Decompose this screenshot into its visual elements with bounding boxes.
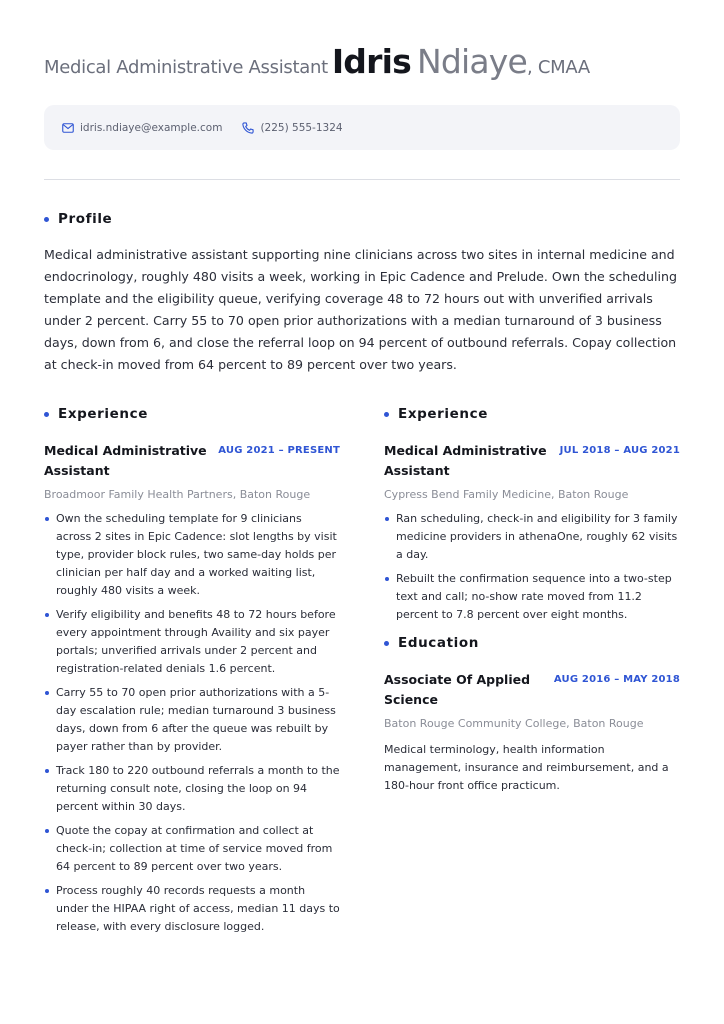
contact-email-text: idris.ndiaye@example.com [80,121,223,134]
education-entry [384,670,680,795]
section-title-experience-left: Experience [44,406,148,422]
job-bullets [384,510,680,624]
header-last-name: Ndiaye [416,42,528,81]
job-entry [44,441,340,942]
job-bullets [44,510,340,936]
list-item: Verify eligibility and benefits 48 to 72 hours before every appointment through Availity and six payer portals; unverified arrivals under 2 percent and registration-related denials 1.6 percent. [44,606,340,678]
list-item: Ran scheduling, check-in and eligibility for 3 family medicine providers in athenaOne, roughly 62 visits a day. [384,510,680,564]
education-school: Baton Rouge Community College, Baton Rouge [384,717,644,730]
contact-email[interactable] [62,122,222,134]
list-item: Quote the copay at confirmation and collect at check-in; collection at time of service moved from 64 percent to 89 percent over two years. [44,822,340,876]
job-title: Medical Administrative Assistant [384,443,547,478]
list-item: Rebuilt the confirmation sequence into a two-step text and call; no-show rate moved from 11.2 percent to 7.8 percent over eight months. [384,570,680,624]
mail-icon [62,123,74,133]
job-title: Medical Administrative Assistant [44,443,207,478]
job-date: JUL 2018 – AUG 2021 [559,445,680,456]
section-bullet-icon [44,217,49,222]
contact-phone[interactable] [242,122,342,134]
education-degree: Associate Of Applied Science [384,672,531,707]
list-item: Own the scheduling template for 9 clinicians across 2 sites in Epic Cadence: slot lengths by visit type, provider block rules, two same-day holds per clinician per half day and a worked waiting list, roughly 480 visits a week. [44,510,340,600]
resume-header [44,42,684,92]
list-item: Carry 55 to 70 open prior authorizations with a 5-day escalation rule; median turnaround 3 business days, down from 6 after the queue was rebuilt by payer rather than by provider. [44,684,340,756]
education-description: Medical terminology, health information management, insurance and reimbursement, and a 180-hour front office practicum. [384,743,669,792]
section-bullet-icon [44,412,49,417]
contact-phone-text: (225) 555-1324 [260,121,343,134]
section-title-education: Education [384,635,479,651]
education-date: AUG 2016 – MAY 2018 [553,674,680,685]
contact-bar [44,105,680,150]
job-organization: Broadmoor Family Health Partners, Baton Rouge [44,488,311,501]
list-item: Process roughly 40 records requests a month under the HIPAA right of access, median 11 days to release, with every disclosure logged. [44,882,340,936]
section-title-profile: Profile [44,211,112,227]
job-entry [384,441,680,630]
section-title-experience-right: Experience [384,406,488,422]
job-organization: Cypress Bend Family Medicine, Baton Rouge [384,488,629,501]
section-bullet-icon [384,641,389,646]
header-role: Medical Administrative Assistant [44,57,328,78]
list-item: Track 180 to 220 outbound referrals a month to the returning consult note, closing the loop on 94 percent within 30 days. [44,762,340,816]
job-date: AUG 2021 – PRESENT [218,445,340,456]
header-credential: , CMAA [527,57,590,78]
section-bullet-icon [384,412,389,417]
header-first-name: Idris [331,42,411,81]
phone-icon [242,122,254,134]
profile-summary: Medical administrative assistant supporting nine clinicians across two sites in internal medicine and endocrinology, roughly 480 visits a week, working in Epic Cadence and Prelude. Own the scheduling template and the eligibility queue, verifying coverage 48 to 72 hours out with unverified arrivals under 2 percent. Carry 55 to 70 open prior authorizations with a median turnaround of 3 business days, down from 6, and close the referral loop on 94 percent of outbound referrals. Copay collection at check-in moved from 64 percent to 89 percent over two years. [44,247,677,372]
header-divider [44,179,680,180]
